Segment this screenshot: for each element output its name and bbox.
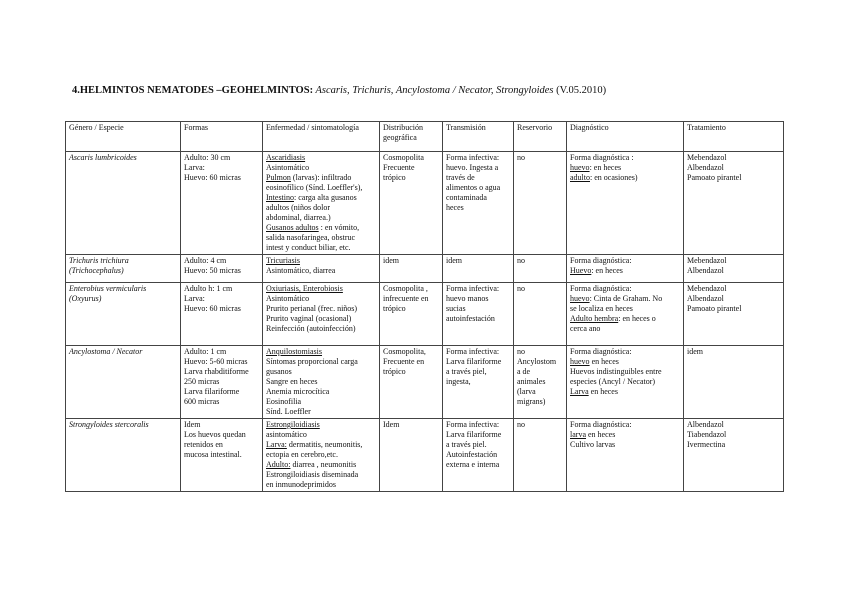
cell-enfermedad-text: : carga alta gusanos — [294, 193, 357, 202]
cell-transmision-line: Forma infectiva: — [446, 420, 500, 429]
cell-diagnostico-text: : en ocasiones) — [590, 173, 638, 182]
cell-tratamiento-line: Albendazol — [687, 420, 724, 429]
cell-enfermedad-line — [266, 284, 376, 294]
cell-formas-line: 250 micras — [184, 377, 220, 386]
cell-formas-line: Larva rhabditiforme — [184, 367, 249, 376]
cell-formas-line: Adulto: 30 cm — [184, 153, 231, 162]
cell-enfermedad-underlined: Oxiuriasis, Enterobiosis — [266, 284, 343, 293]
cell-reservorio-line: no — [517, 153, 525, 162]
cell-transmision — [443, 346, 514, 419]
cell-transmision-line: Forma infectiva: — [446, 153, 500, 162]
cell-reservorio-line: (larva — [517, 387, 536, 396]
cell-diagnostico-text: en heces — [588, 387, 618, 396]
cell-distribucion — [380, 419, 443, 492]
cell-formas-line: mucosa intestinal. — [184, 450, 242, 459]
cell-formas-line: Larva: — [184, 163, 205, 172]
cell-diagnostico-line — [570, 284, 680, 294]
cell-diagnostico-text: Huevos indistinguibles entre — [570, 367, 662, 376]
cell-genero-line: Enterobius vermicularis — [69, 284, 147, 293]
cell-transmision-line: Larva filariforme — [446, 430, 502, 439]
cell-enfermedad-line — [266, 213, 376, 223]
header-cell: Género / Especie — [66, 122, 181, 152]
cell-genero-line: (Trichocephalus) — [69, 266, 124, 275]
cell-diagnostico-line — [570, 173, 680, 183]
cell-enfermedad-line — [266, 357, 376, 367]
cell-enfermedad-text: Prurito vaginal (ocasional) — [266, 314, 352, 323]
cell-enfermedad-text: diarrea , neumonitis — [290, 460, 357, 469]
table-row — [66, 255, 784, 283]
cell-diagnostico — [567, 152, 684, 255]
cell-reservorio — [514, 419, 567, 492]
cell-tratamiento-line: Albendazol — [687, 266, 724, 275]
cell-diagnostico-line — [570, 294, 680, 304]
cell-transmision-line: huevo. Ingesta a — [446, 163, 499, 172]
title-version: (V.05.2010) — [553, 85, 607, 96]
cell-genero-line: (Oxyurus) — [69, 294, 102, 303]
cell-diagnostico-text: : Cinta de Graham. No — [589, 294, 663, 303]
cell-distribucion-line: Frecuente — [383, 163, 415, 172]
cell-diagnostico-text: en heces — [586, 430, 616, 439]
cell-tratamiento-line: Mebendazol — [687, 256, 727, 265]
cell-formas-line: Larva filariforme — [184, 387, 240, 396]
cell-enfermedad-line — [266, 243, 376, 253]
cell-genero-line: Trichuris trichiura — [69, 256, 129, 265]
cell-enfermedad-line — [266, 460, 376, 470]
cell-diagnostico-text: Cultivo larvas — [570, 440, 616, 449]
cell-enfermedad-underlined: Pulmon — [266, 173, 291, 182]
cell-diagnostico-line — [570, 367, 680, 377]
cell-enfermedad-underlined: Tricuriasis — [266, 256, 300, 265]
header-cell: Enfermedad / sintomatología — [263, 122, 380, 152]
cell-transmision-line: externa e interna — [446, 460, 500, 469]
cell-reservorio-line: migrans) — [517, 397, 546, 406]
cell-enfermedad-line — [266, 407, 376, 417]
cell-diagnostico-text: Forma diagnóstica: — [570, 347, 632, 356]
cell-distribucion — [380, 346, 443, 419]
cell-tratamiento — [684, 283, 784, 346]
cell-enfermedad-text: Asintomático, diarrea — [266, 266, 336, 275]
cell-transmision-line: idem — [446, 256, 462, 265]
cell-enfermedad-line — [266, 163, 376, 173]
cell-enfermedad-text: gusanos — [266, 367, 292, 376]
cell-tratamiento — [684, 152, 784, 255]
cell-enfermedad-text: Prurito perianal (frec. niños) — [266, 304, 358, 313]
cell-diagnostico-text: se localiza en heces — [570, 304, 633, 313]
cell-diagnostico-line — [570, 440, 680, 450]
cell-formas-line: retenidos en — [184, 440, 223, 449]
cell-tratamiento-line: Pamoato pirantel — [687, 304, 742, 313]
cell-diagnostico-line — [570, 347, 680, 357]
cell-reservorio-line: Ancylostom — [517, 357, 557, 366]
cell-distribucion — [380, 283, 443, 346]
cell-reservorio-line: no — [517, 256, 525, 265]
title-species: Ascaris, Trichuris, Ancylostoma / Necator, Strongyloides — [313, 85, 554, 96]
cell-enfermedad-underlined: Adulto: — [266, 460, 291, 469]
cell-enfermedad-text: intest y conduct biliar, etc. — [266, 243, 351, 252]
cell-genero — [66, 419, 181, 492]
cell-diagnostico-line — [570, 256, 680, 266]
header-cell: Tratamiento — [684, 122, 784, 152]
cell-transmision-line: Autoinfestación — [446, 450, 498, 459]
cell-enfermedad-text: ectopia en cerebro,etc. — [266, 450, 338, 459]
cell-diagnostico-underlined: Adulto hembra — [570, 314, 619, 323]
cell-distribucion-line: trópico — [383, 367, 406, 376]
cell-transmision-line: autoinfestación — [446, 314, 495, 323]
cell-enfermedad-underlined: Intestino — [266, 193, 294, 202]
cell-enfermedad — [263, 152, 380, 255]
cell-tratamiento — [684, 346, 784, 419]
cell-diagnostico-text: especies (Ancyl / Necator) — [570, 377, 656, 386]
cell-transmision-line: a través piel. — [446, 440, 487, 449]
cell-enfermedad-text: adultos (niños dolor — [266, 203, 330, 212]
cell-formas-line: Huevo: 60 micras — [184, 173, 241, 182]
cell-distribucion-line: Frecuente en — [383, 357, 425, 366]
cell-diagnostico-line — [570, 420, 680, 430]
cell-tratamiento-line: Tiabendazol — [687, 430, 727, 439]
cell-enfermedad-line — [266, 450, 376, 460]
cell-enfermedad-text: Eosinofilia — [266, 397, 302, 406]
cell-distribucion-line: Cosmopolita, — [383, 347, 426, 356]
cell-distribucion-line: Idem — [383, 420, 400, 429]
cell-enfermedad-text: en inmunodeprimidos — [266, 480, 336, 489]
cell-enfermedad-underlined: Ascaridiasis — [266, 153, 306, 162]
cell-diagnostico-text: Forma diagnóstica : — [570, 153, 634, 162]
cell-transmision — [443, 255, 514, 283]
cell-tratamiento — [684, 419, 784, 492]
cell-formas — [181, 283, 263, 346]
cell-distribucion-line: trópico — [383, 173, 406, 182]
cell-enfermedad-underlined: Gusanos adultos — [266, 223, 319, 232]
cell-diagnostico — [567, 283, 684, 346]
cell-transmision-line: Larva filariforme — [446, 357, 502, 366]
cell-formas — [181, 255, 263, 283]
cell-enfermedad-text: salida nasofaringea, obstruc — [266, 233, 356, 242]
cell-enfermedad-underlined: Anquilostomiasis — [266, 347, 323, 356]
cell-formas-line: Huevo: 5-60 micras — [184, 357, 248, 366]
cell-tratamiento-line: Pamoato pirantel — [687, 173, 742, 182]
cell-enfermedad-text: Síntomas proporcional carga — [266, 357, 358, 366]
cell-reservorio-line: no — [517, 284, 525, 293]
cell-enfermedad-line — [266, 173, 376, 183]
cell-enfermedad-line — [266, 480, 376, 490]
cell-genero-line: Ascaris lumbricoides — [69, 153, 137, 162]
cell-diagnostico-text: : en heces o — [618, 314, 656, 323]
page-title — [72, 85, 606, 96]
cell-enfermedad-text: Reinfección (autoinfección) — [266, 324, 356, 333]
cell-enfermedad-text: abdominal, diarrea.) — [266, 213, 331, 222]
cell-enfermedad-line — [266, 387, 376, 397]
cell-formas-line: 600 micras — [184, 397, 220, 406]
cell-formas-line: Adulto: 1 cm — [184, 347, 227, 356]
cell-diagnostico-line — [570, 324, 680, 334]
cell-enfermedad-line — [266, 153, 376, 163]
cell-enfermedad-text: Sangre en heces — [266, 377, 318, 386]
cell-enfermedad-text: dermatitis, neumonitis, — [286, 440, 363, 449]
cell-enfermedad-line — [266, 470, 376, 480]
header-cell: Diagnóstico — [567, 122, 684, 152]
cell-transmision-line: heces — [446, 203, 464, 212]
cell-enfermedad-text: Anemia microcítica — [266, 387, 330, 396]
cell-distribucion — [380, 255, 443, 283]
cell-enfermedad-line — [266, 377, 376, 387]
cell-enfermedad-underlined: Larva: — [266, 440, 287, 449]
cell-enfermedad-line — [266, 314, 376, 324]
cell-diagnostico-text: Forma diagnóstica: — [570, 256, 632, 265]
cell-enfermedad-line — [266, 440, 376, 450]
cell-enfermedad-line — [266, 256, 376, 266]
cell-transmision-line: través de — [446, 173, 475, 182]
cell-transmision-line: Forma infectiva: — [446, 284, 500, 293]
cell-transmision-line: sucias — [446, 304, 466, 313]
cell-enfermedad-line — [266, 347, 376, 357]
cell-diagnostico — [567, 346, 684, 419]
cell-enfermedad-text: Estrongiloidiasis diseminada — [266, 470, 359, 479]
cell-transmision — [443, 283, 514, 346]
table-header-row — [66, 122, 784, 152]
cell-enfermedad-line — [266, 397, 376, 407]
cell-genero — [66, 346, 181, 419]
cell-formas-line: Huevo: 60 micras — [184, 304, 241, 313]
cell-distribucion — [380, 152, 443, 255]
cell-transmision-line: alimentos o agua — [446, 183, 501, 192]
cell-formas-line: Adulto h: 1 cm — [184, 284, 233, 293]
table-row — [66, 346, 784, 419]
cell-enfermedad-line — [266, 193, 376, 203]
cell-diagnostico-line — [570, 314, 680, 324]
table-body — [66, 122, 784, 492]
cell-transmision — [443, 419, 514, 492]
cell-diagnostico-text: cerca ano — [570, 324, 601, 333]
cell-distribucion-line: trópico — [383, 304, 406, 313]
cell-enfermedad-text: Asintomático — [266, 294, 310, 303]
cell-enfermedad-line — [266, 223, 376, 233]
cell-formas-line: Adulto: 4 cm — [184, 256, 227, 265]
cell-diagnostico-underlined: huevo — [570, 357, 590, 366]
cell-genero-line: Strongyloides stercoralis — [69, 420, 149, 429]
cell-distribucion-line: idem — [383, 256, 399, 265]
cell-genero — [66, 152, 181, 255]
cell-tratamiento-line: idem — [687, 347, 703, 356]
header-cell: Transmisión — [443, 122, 514, 152]
cell-diagnostico-underlined: Larva — [570, 387, 589, 396]
cell-diagnostico-line — [570, 357, 680, 367]
cell-enfermedad-text: : en vómito, — [318, 223, 360, 232]
cell-transmision-line: huevo manos — [446, 294, 489, 303]
cell-enfermedad-line — [266, 304, 376, 314]
cell-tratamiento-line: Ivermectina — [687, 440, 726, 449]
cell-formas — [181, 152, 263, 255]
header-cell: Reservorio — [514, 122, 567, 152]
cell-enfermedad-line — [266, 430, 376, 440]
cell-diagnostico-text: Forma diagnóstica: — [570, 284, 632, 293]
cell-formas — [181, 419, 263, 492]
cell-diagnostico-text: : en heces — [591, 266, 623, 275]
cell-reservorio — [514, 346, 567, 419]
cell-genero — [66, 283, 181, 346]
cell-tratamiento-line: Albendazol — [687, 163, 724, 172]
cell-diagnostico-line — [570, 304, 680, 314]
table-row — [66, 283, 784, 346]
cell-reservorio — [514, 152, 567, 255]
cell-diagnostico-text: : en heces — [589, 163, 622, 172]
cell-enfermedad-line — [266, 266, 376, 276]
cell-enfermedad — [263, 346, 380, 419]
cell-diagnostico-line — [570, 430, 680, 440]
table-row — [66, 419, 784, 492]
cell-diagnostico-line — [570, 163, 680, 173]
cell-transmision-line: contaminada — [446, 193, 487, 202]
cell-diagnostico-underlined: larva — [570, 430, 586, 439]
cell-reservorio-line: no — [517, 420, 525, 429]
cell-reservorio-line: animales — [517, 377, 546, 386]
cell-formas — [181, 346, 263, 419]
cell-enfermedad-underlined: Estrongiloidiasis — [266, 420, 320, 429]
cell-transmision-line: ingesta, — [446, 377, 471, 386]
cell-enfermedad-text: (larvas): infiltrado — [290, 173, 352, 182]
cell-enfermedad-line — [266, 324, 376, 334]
cell-diagnostico — [567, 419, 684, 492]
cell-enfermedad-line — [266, 183, 376, 193]
cell-reservorio-line: no — [517, 347, 525, 356]
cell-distribucion-line: Cosmopolita — [383, 153, 424, 162]
cell-transmision — [443, 152, 514, 255]
cell-diagnostico-line — [570, 266, 680, 276]
cell-formas-line: Larva: — [184, 294, 205, 303]
cell-tratamiento-line: Mebendazol — [687, 284, 727, 293]
cell-distribucion-line: Cosmopolita , — [383, 284, 428, 293]
cell-enfermedad-text: Sínd. Loeffler — [266, 407, 311, 416]
cell-diagnostico-line — [570, 377, 680, 387]
cell-diagnostico-underlined: huevo — [570, 163, 590, 172]
cell-genero-line: Ancylostoma / Necator — [69, 347, 143, 356]
cell-reservorio-line: a de — [517, 367, 531, 376]
cell-tratamiento-line: Albendazol — [687, 294, 724, 303]
cell-diagnostico — [567, 255, 684, 283]
cell-enfermedad-line — [266, 420, 376, 430]
cell-genero — [66, 255, 181, 283]
table-row — [66, 152, 784, 255]
cell-diagnostico-line — [570, 153, 680, 163]
header-cell: Distribución geográfica — [380, 122, 443, 152]
cell-enfermedad-line — [266, 367, 376, 377]
cell-diagnostico-underlined: adulto — [570, 173, 590, 182]
cell-diagnostico-underlined: Huevo — [570, 266, 592, 275]
cell-enfermedad-line — [266, 233, 376, 243]
cell-enfermedad — [263, 255, 380, 283]
cell-enfermedad-line — [266, 294, 376, 304]
cell-diagnostico-line — [570, 387, 680, 397]
cell-enfermedad-line — [266, 203, 376, 213]
cell-enfermedad-text: eosinofílico (Sínd. Loeffler's), — [266, 183, 363, 192]
cell-enfermedad — [263, 283, 380, 346]
cell-reservorio — [514, 255, 567, 283]
cell-enfermedad-text: Asintomático — [266, 163, 310, 172]
cell-reservorio — [514, 283, 567, 346]
title-bold: 4.HELMINTOS NEMATODES –GEOHELMINTOS: — [72, 85, 314, 96]
cell-enfermedad-text: asintomático — [266, 430, 307, 439]
nematodes-table — [65, 121, 784, 492]
cell-distribucion-line: infrecuente en — [383, 294, 429, 303]
cell-enfermedad — [263, 419, 380, 492]
cell-formas-line: Idem — [184, 420, 201, 429]
cell-tratamiento — [684, 255, 784, 283]
cell-diagnostico-text: Forma diagnóstica: — [570, 420, 632, 429]
cell-tratamiento-line: Mebendazol — [687, 153, 727, 162]
cell-formas-line: Los huevos quedan — [184, 430, 246, 439]
cell-formas-line: Huevo: 50 micras — [184, 266, 241, 275]
cell-diagnostico-underlined: huevo — [570, 294, 590, 303]
header-cell: Formas — [181, 122, 263, 152]
cell-transmision-line: Forma infectiva: — [446, 347, 500, 356]
cell-transmision-line: a través piel, — [446, 367, 487, 376]
cell-diagnostico-text: en heces — [589, 357, 619, 366]
